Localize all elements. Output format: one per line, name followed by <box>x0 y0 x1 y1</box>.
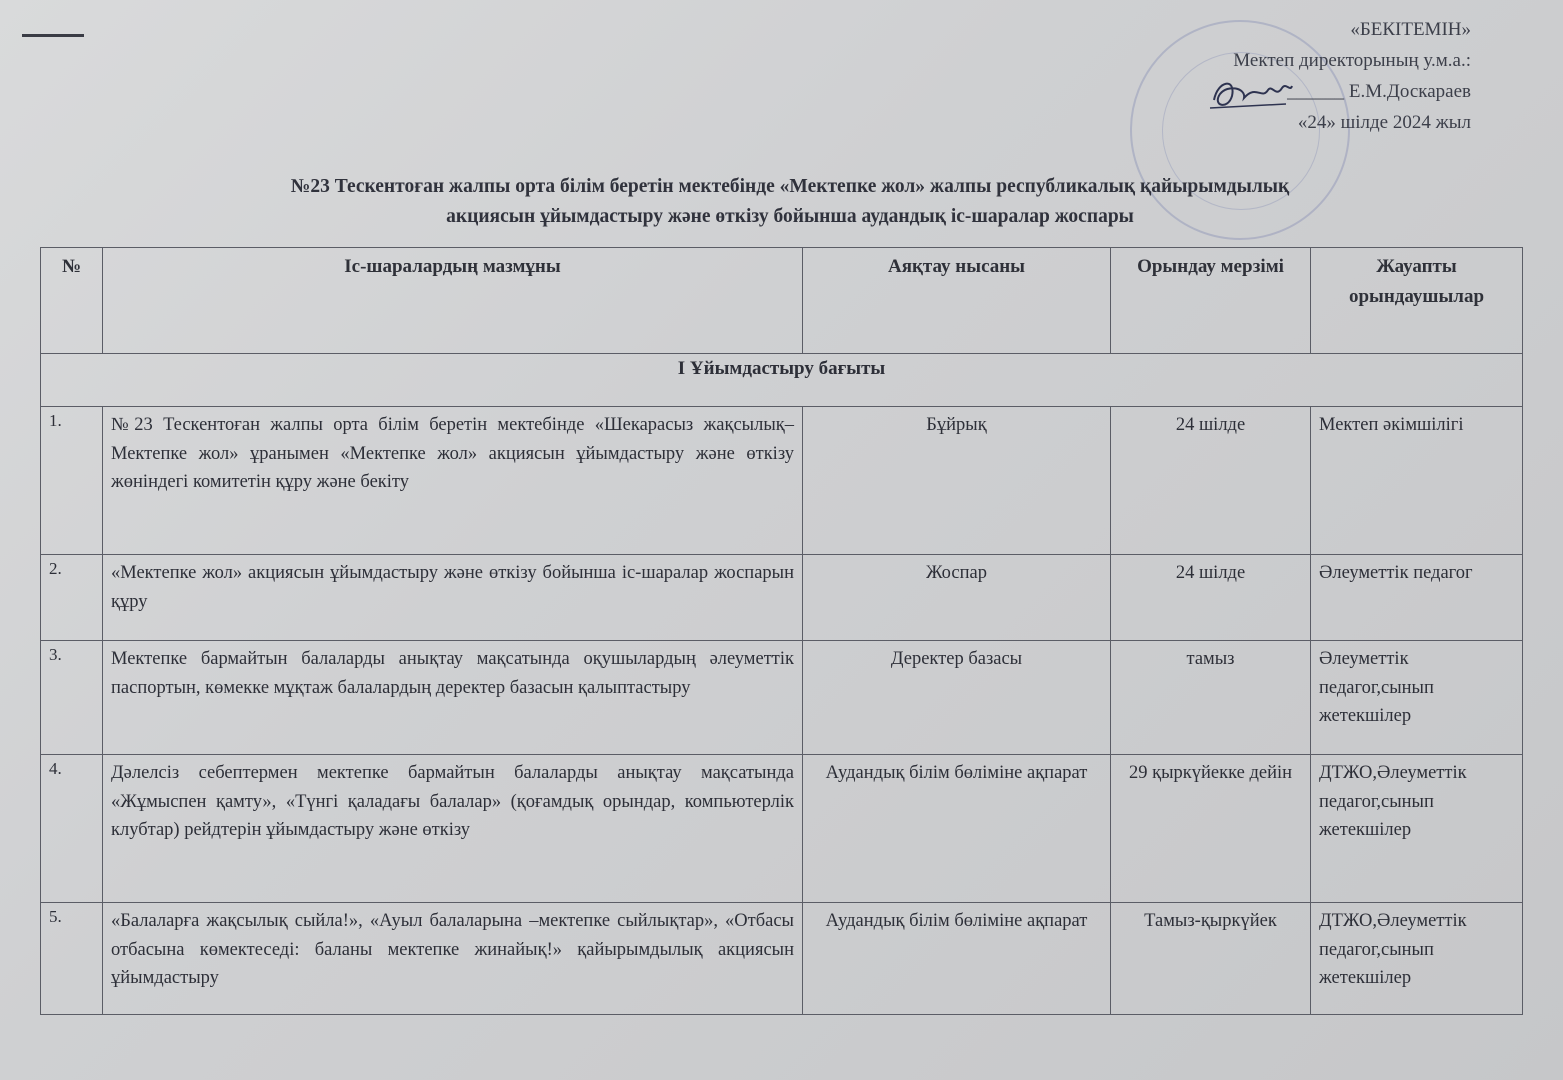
row-responsible: Әлеуметтік педагог,сынып жетекшілер <box>1311 641 1523 755</box>
row-responsible: Әлеуметтік педагог <box>1311 555 1523 641</box>
row-completion-form: Аудандық білім бөліміне ақпарат <box>803 903 1111 1015</box>
table-row <box>41 641 1523 755</box>
signature <box>1206 70 1296 116</box>
row-number: 1. <box>41 407 103 555</box>
approval-date: «24» шілде 2024 жыл <box>1297 112 1471 133</box>
row-number: 4. <box>41 755 103 903</box>
row-term: 24 шілде <box>1111 555 1311 641</box>
row-responsible: ДТЖО,Әлеуметтік педагог,сынып жетекшілер <box>1311 755 1523 903</box>
row-term: 29 қыркүйекке дейін <box>1111 755 1311 903</box>
header-responsible: Жауапты орындаушылар <box>1311 248 1523 354</box>
header-content: Іс-шаралардың мазмұны <box>103 248 803 354</box>
row-number: 5. <box>41 903 103 1015</box>
table-header-row <box>41 248 1523 354</box>
table-row <box>41 407 1523 555</box>
header-number: № <box>41 248 103 354</box>
plan-table <box>40 247 1523 1015</box>
approval-heading: «БЕКІТЕМІН» <box>1350 19 1471 40</box>
row-content: «Мектепке жол» акциясын ұйымдастыру және өткізу бойынша іс-шаралар жоспарын құру <box>103 555 803 641</box>
row-term: 24 шілде <box>1111 407 1311 555</box>
corner-mark <box>22 34 84 37</box>
approval-position: Мектеп директорының у.м.а.: <box>1233 50 1471 71</box>
header-term: Орындау мерзімі <box>1111 248 1311 354</box>
header-completion-form: Аяқтау нысаны <box>803 248 1111 354</box>
row-content: «Балаларға жақсылық сыйла!», «Ауыл балаларына –мектепке сыйлықтар», «Отбасы отбасына көмектеседі: баланы мектепке жинайық!» қайырымдылық акциясын ұйымдастыру <box>103 903 803 1015</box>
row-completion-form: Аудандық білім бөліміне ақпарат <box>803 755 1111 903</box>
document-title-line-1: №23 Тескентоған жалпы орта білім беретін мектебінде «Мектепке жол» жалпы республикалық қайырымдылық <box>290 176 1290 197</box>
document-title-line-2: акциясын ұйымдастыру және өткізу бойынша аудандық іс-шаралар жоспары <box>446 206 1134 227</box>
row-completion-form: Жоспар <box>803 555 1111 641</box>
row-term: Тамыз-қыркүйек <box>1111 903 1311 1015</box>
row-number: 3. <box>41 641 103 755</box>
table-row <box>41 755 1523 903</box>
row-responsible: Мектеп әкімшілігі <box>1311 407 1523 555</box>
row-completion-form: Деректер базасы <box>803 641 1111 755</box>
row-content: №23 Тескентоған жалпы орта білім беретін мектебінде «Шекарасыз жақсылық–Мектепке жол» ұранымен «Мектепке жол» акциясын ұйымдастыру және өткізу жөніндегі комитетін құру және бекіту <box>103 407 803 555</box>
section-row <box>41 354 1523 407</box>
row-content: Дәлелсіз себептермен мектепке бармайтын балаларды анықтау мақсатында «Жұмыспен қамту», «Түнгі қаладағы балалар» (қоғамдық орындар, компьютерлік клубтар) рейдтерін ұйымдастыру және өткізу <box>103 755 803 903</box>
row-content: Мектепке бармайтын балаларды анықтау мақсатында оқушылардың әлеуметтік паспортын, көмекке мұқтаж балалардың деректер базасын қалыптастыру <box>103 641 803 755</box>
table-row <box>41 903 1523 1015</box>
row-responsible: ДТЖО,Әлеуметтік педагог,сынып жетекшілер <box>1311 903 1523 1015</box>
row-number: 2. <box>41 555 103 641</box>
row-term: тамыз <box>1111 641 1311 755</box>
table-row <box>41 555 1523 641</box>
section-title: I Ұйымдастыру бағыты <box>41 354 1523 407</box>
document-title <box>100 172 1480 232</box>
approval-signatory: ______ Е.М.Доскараев <box>1287 81 1471 102</box>
row-completion-form: Бұйрық <box>803 407 1111 555</box>
